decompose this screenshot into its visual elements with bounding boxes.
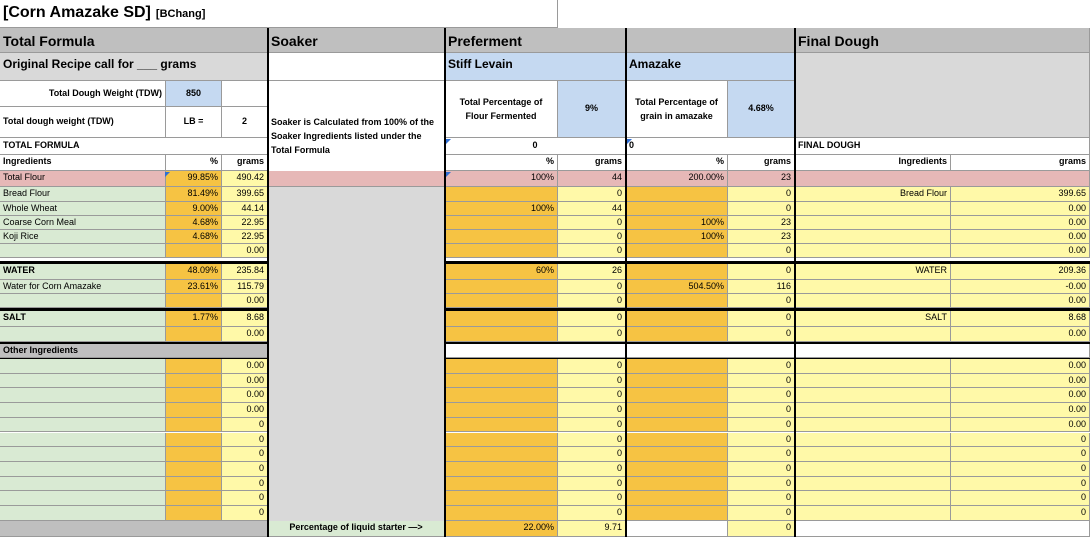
other-row-4-am-grams[interactable]: 0 — [728, 418, 795, 433]
thick-border — [625, 28, 627, 537]
flour-row-0-grams[interactable]: 399.65 — [222, 187, 268, 202]
other-row-8-grams[interactable]: 0 — [222, 477, 268, 492]
am-flour-pct[interactable]: 200.00% — [626, 171, 728, 187]
flour-row-0-am-pct[interactable] — [626, 187, 728, 202]
other-row-0-name[interactable] — [0, 359, 166, 374]
comment-marker-icon — [446, 139, 451, 144]
flour-row-1-pct[interactable]: 9.00% — [166, 202, 222, 216]
section-soaker[interactable]: Soaker — [268, 28, 445, 53]
other-row-5-pct[interactable] — [166, 433, 222, 448]
flour-row-2-fd-grams[interactable]: 0.00 — [951, 216, 1090, 230]
salt-row-0-pref-pct[interactable] — [445, 311, 558, 327]
water-row-2-fd-name[interactable] — [795, 294, 951, 308]
flour-row-2-am-pct[interactable]: 100% — [626, 216, 728, 230]
other-row-8-am-grams[interactable]: 0 — [728, 477, 795, 492]
water-row-0-pref-grams[interactable]: 26 — [558, 264, 626, 280]
salt-row-1-pct[interactable] — [166, 327, 222, 342]
amazake-zero[interactable]: 0 — [626, 138, 795, 155]
flour-row-2-pct[interactable]: 4.68% — [166, 216, 222, 230]
liquid-starter-pct[interactable]: 22.00% — [445, 521, 558, 537]
other-row-3-fd-name[interactable] — [795, 403, 951, 418]
flour-row-1-fd-grams[interactable]: 0.00 — [951, 202, 1090, 216]
other-row-2-fd-grams[interactable]: 0.00 — [951, 388, 1090, 403]
other-row-4-fd-grams[interactable]: 0.00 — [951, 418, 1090, 433]
salt-row-0-fd-grams[interactable]: 8.68 — [951, 311, 1090, 327]
water-row-1-grams[interactable]: 115.79 — [222, 280, 268, 294]
water-row-0-pref-pct[interactable]: 60% — [445, 264, 558, 280]
preferment-pct-value[interactable]: 9% — [558, 81, 626, 138]
thick-border — [444, 28, 446, 537]
other-row-3-pct[interactable] — [166, 403, 222, 418]
liquid-starter-grams[interactable]: 9.71 — [558, 521, 626, 537]
soaker-note[interactable]: Soaker is Calculated from 100% of the Soaker Ingredients listed under the Total Formula — [268, 81, 445, 177]
tdw-value[interactable]: 850 — [166, 81, 222, 107]
other-row-9-am-grams[interactable]: 0 — [728, 491, 795, 506]
other-row-0-grams[interactable]: 0.00 — [222, 359, 268, 374]
water-row-1-fd-name[interactable] — [795, 280, 951, 294]
other-row-4-am-pct[interactable] — [626, 418, 728, 433]
other-row-3-grams[interactable]: 0.00 — [222, 403, 268, 418]
other-row-10-name[interactable] — [0, 506, 166, 521]
am-col-pct[interactable]: % — [626, 155, 728, 171]
other-row-2-am-pct[interactable] — [626, 388, 728, 403]
other-row-2-am-grams[interactable]: 0 — [728, 388, 795, 403]
water-row-1-am-pct[interactable]: 504.50% — [626, 280, 728, 294]
preferment-zero[interactable]: 0 — [445, 138, 626, 155]
other-row-8-fd-name[interactable] — [795, 477, 951, 492]
flour-row-0-name[interactable]: Bread Flour — [0, 187, 166, 202]
other-row-7-pref-pct[interactable] — [445, 462, 558, 477]
other-row-6-fd-grams[interactable]: 0 — [951, 447, 1090, 462]
other-row-4-pct[interactable] — [166, 418, 222, 433]
other-row-2-pref-grams[interactable]: 0 — [558, 388, 626, 403]
pref-col-grams[interactable]: grams — [558, 155, 626, 171]
thick-border — [794, 28, 796, 537]
other-row-8-fd-grams[interactable]: 0 — [951, 477, 1090, 492]
total-flour-label[interactable]: Total Flour — [0, 171, 166, 187]
other-row-7-am-grams[interactable]: 0 — [728, 462, 795, 477]
other-ingredients-label[interactable]: Other Ingredients — [0, 344, 268, 358]
salt-row-0-name[interactable]: SALT — [0, 311, 166, 327]
water-row-1-pct[interactable]: 23.61% — [166, 280, 222, 294]
other-row-9-fd-name[interactable] — [795, 491, 951, 506]
water-row-0-fd-grams[interactable]: 209.36 — [951, 264, 1090, 280]
flour-row-1-name[interactable]: Whole Wheat — [0, 202, 166, 216]
other-row-10-am-grams[interactable]: 0 — [728, 506, 795, 521]
salt-row-0-am-pct[interactable] — [626, 311, 728, 327]
other-row-9-pref-grams[interactable]: 0 — [558, 491, 626, 506]
flour-row-4-fd-grams[interactable]: 0.00 — [951, 244, 1090, 258]
flour-row-0-pref-pct[interactable] — [445, 187, 558, 202]
other-row-8-pref-pct[interactable] — [445, 477, 558, 492]
other-row-9-pct[interactable] — [166, 491, 222, 506]
other-row-6-am-pct[interactable] — [626, 447, 728, 462]
other-row-10-am-pct[interactable] — [626, 506, 728, 521]
other-row-6-pref-pct[interactable] — [445, 447, 558, 462]
salt-row-1-pref-pct[interactable] — [445, 327, 558, 342]
fd-col-grams[interactable]: grams — [951, 155, 1090, 171]
comment-marker-icon — [165, 172, 170, 177]
other-row-8-am-pct[interactable] — [626, 477, 728, 492]
soaker-flour-blank[interactable] — [268, 171, 445, 187]
total-flour-pct[interactable]: 99.85% — [166, 171, 222, 187]
other-row-10-pref-grams[interactable]: 0 — [558, 506, 626, 521]
water-row-0-am-grams[interactable]: 0 — [728, 264, 795, 280]
other-row-1-fd-name[interactable] — [795, 374, 951, 389]
other-row-1-name[interactable] — [0, 374, 166, 389]
salt-row-0-am-grams[interactable]: 0 — [728, 311, 795, 327]
flour-row-2-fd-name[interactable] — [795, 216, 951, 230]
other-row-9-name[interactable] — [0, 491, 166, 506]
other-row-9-grams[interactable]: 0 — [222, 491, 268, 506]
other-row-6-am-grams[interactable]: 0 — [728, 447, 795, 462]
water-row-0-fd-name[interactable]: WATER — [795, 264, 951, 280]
other-row-3-pref-grams[interactable]: 0 — [558, 403, 626, 418]
salt-row-0-grams[interactable]: 8.68 — [222, 311, 268, 327]
flour-row-1-fd-name[interactable] — [795, 202, 951, 216]
liquid-starter-label[interactable]: Percentage of liquid starter —> — [268, 521, 445, 537]
sheet-title-cell[interactable] — [0, 0, 558, 28]
tdw-label[interactable]: Total Dough Weight (TDW) — [0, 81, 166, 107]
other-row-0-am-pct[interactable] — [626, 359, 728, 374]
other-row-10-fd-name[interactable] — [795, 506, 951, 521]
water-row-0-am-pct[interactable] — [626, 264, 728, 280]
other-row-7-am-pct[interactable] — [626, 462, 728, 477]
water-row-2-fd-grams[interactable]: 0.00 — [951, 294, 1090, 308]
other-row-0-pref-grams[interactable]: 0 — [558, 359, 626, 374]
col-grams[interactable]: grams — [222, 155, 268, 171]
salt-row-0-pct[interactable]: 1.77% — [166, 311, 222, 327]
other-row-8-pct[interactable] — [166, 477, 222, 492]
other-row-5-pref-grams[interactable]: 0 — [558, 433, 626, 448]
soaker-blank[interactable] — [268, 53, 445, 81]
flour-row-4-name[interactable] — [0, 244, 166, 258]
other-row-7-fd-name[interactable] — [795, 462, 951, 477]
other-row-4-pref-grams[interactable]: 0 — [558, 418, 626, 433]
flour-row-1-am-pct[interactable] — [626, 202, 728, 216]
water-row-2-am-grams[interactable]: 0 — [728, 294, 795, 308]
other-row-5-name[interactable] — [0, 433, 166, 448]
water-row-1-am-grams[interactable]: 116 — [728, 280, 795, 294]
other-row-10-grams[interactable]: 0 — [222, 506, 268, 521]
am-col-grams[interactable]: grams — [728, 155, 795, 171]
pref-col-pct[interactable]: % — [445, 155, 558, 171]
tdw-lb-value[interactable]: 2 — [222, 107, 268, 138]
sheet-title: [Corn Amazake SD] — [3, 4, 151, 21]
salt-row-1-am-grams[interactable]: 0 — [728, 327, 795, 342]
salt-row-1-am-pct[interactable] — [626, 327, 728, 342]
footer-am-grams[interactable]: 0 — [728, 521, 795, 537]
flour-row-4-fd-name[interactable] — [795, 244, 951, 258]
other-row-5-fd-name[interactable] — [795, 433, 951, 448]
water-row-0-grams[interactable]: 235.84 — [222, 264, 268, 280]
preferment-pct-label[interactable]: Total Percentage of Flour Fermented — [445, 81, 558, 138]
tdw-lb-unit[interactable]: LB = — [166, 107, 222, 138]
footer-blank[interactable] — [0, 521, 268, 537]
salt-row-1-grams[interactable]: 0.00 — [222, 327, 268, 342]
other-row-4-pref-pct[interactable] — [445, 418, 558, 433]
other-row-2-pref-pct[interactable] — [445, 388, 558, 403]
other-row-6-name[interactable] — [0, 447, 166, 462]
other-row-0-am-grams[interactable]: 0 — [728, 359, 795, 374]
flour-row-3-am-pct[interactable]: 100% — [626, 230, 728, 244]
other-row-8-pref-grams[interactable]: 0 — [558, 477, 626, 492]
other-row-8-name[interactable] — [0, 477, 166, 492]
salt-row-1-pref-grams[interactable]: 0 — [558, 327, 626, 342]
stiff-levain-label[interactable]: Stiff Levain — [445, 53, 626, 81]
water-row-0-name[interactable]: WATER — [0, 264, 166, 280]
other-row-7-pref-grams[interactable]: 0 — [558, 462, 626, 477]
other-row-9-pref-pct[interactable] — [445, 491, 558, 506]
water-row-0-pct[interactable]: 48.09% — [166, 264, 222, 280]
other-row-9-am-pct[interactable] — [626, 491, 728, 506]
flour-row-3-pref-grams[interactable]: 0 — [558, 230, 626, 244]
am-flour-grams[interactable]: 23 — [728, 171, 795, 187]
flour-row-0-am-grams[interactable]: 0 — [728, 187, 795, 202]
flour-row-3-fd-name[interactable] — [795, 230, 951, 244]
salt-row-0-pref-grams[interactable]: 0 — [558, 311, 626, 327]
salt-row-1-fd-name[interactable] — [795, 327, 951, 342]
salt-row-0-fd-name[interactable]: SALT — [795, 311, 951, 327]
other-row-4-grams[interactable]: 0 — [222, 418, 268, 433]
other-row-5-am-pct[interactable] — [626, 433, 728, 448]
flour-row-1-pref-grams[interactable]: 44 — [558, 202, 626, 216]
water-row-2-pct[interactable] — [166, 294, 222, 308]
comment-marker-icon — [627, 139, 632, 144]
pref-flour-grams[interactable]: 44 — [558, 171, 626, 187]
water-row-2-name[interactable] — [0, 294, 166, 308]
other-row-5-fd-grams[interactable]: 0 — [951, 433, 1090, 448]
flour-row-0-fd-grams[interactable]: 399.65 — [951, 187, 1090, 202]
other-row-9-fd-grams[interactable]: 0 — [951, 491, 1090, 506]
total-formula-label[interactable]: TOTAL FORMULA — [0, 138, 268, 155]
other-row-1-pct[interactable] — [166, 374, 222, 389]
other-row-7-pct[interactable] — [166, 462, 222, 477]
other-row-5-pref-pct[interactable] — [445, 433, 558, 448]
total-flour-grams[interactable]: 490.42 — [222, 171, 268, 187]
other-row-1-grams[interactable]: 0.00 — [222, 374, 268, 389]
recipe-note[interactable]: Original Recipe call for ___ grams — [0, 53, 268, 81]
flour-row-3-am-grams[interactable]: 23 — [728, 230, 795, 244]
flour-row-3-pref-pct[interactable] — [445, 230, 558, 244]
flour-row-0-pct[interactable]: 81.49% — [166, 187, 222, 202]
flour-row-4-pref-pct[interactable] — [445, 244, 558, 258]
flour-row-2-pref-pct[interactable] — [445, 216, 558, 230]
other-row-0-pref-pct[interactable] — [445, 359, 558, 374]
flour-row-1-am-grams[interactable]: 0 — [728, 202, 795, 216]
flour-row-3-pct[interactable]: 4.68% — [166, 230, 222, 244]
salt-row-1-name[interactable] — [0, 327, 166, 342]
final-dough-blank[interactable] — [795, 53, 1090, 138]
flour-row-1-grams[interactable]: 44.14 — [222, 202, 268, 216]
flour-row-0-pref-grams[interactable]: 0 — [558, 187, 626, 202]
salt-row-1-fd-grams[interactable]: 0.00 — [951, 327, 1090, 342]
other-row-3-am-grams[interactable]: 0 — [728, 403, 795, 418]
section-preferment[interactable]: Preferment — [445, 28, 626, 53]
footer-fd[interactable] — [795, 521, 1090, 537]
other-row-6-fd-name[interactable] — [795, 447, 951, 462]
soaker-column — [268, 187, 445, 522]
flour-row-1-pref-pct[interactable]: 100% — [445, 202, 558, 216]
water-row-2-am-pct[interactable] — [626, 294, 728, 308]
other-row-6-grams[interactable]: 0 — [222, 447, 268, 462]
pref-flour-pct[interactable]: 100% — [445, 171, 558, 187]
other-row-5-grams[interactable]: 0 — [222, 433, 268, 448]
tdw-lb-label[interactable]: Total dough weight (TDW) — [0, 107, 166, 138]
water-row-2-pref-pct[interactable] — [445, 294, 558, 308]
flour-row-2-name[interactable]: Coarse Corn Meal — [0, 216, 166, 230]
other-row-6-pref-grams[interactable]: 0 — [558, 447, 626, 462]
flour-row-2-pref-grams[interactable]: 0 — [558, 216, 626, 230]
other-blank[interactable] — [445, 344, 1090, 358]
footer-am-pct[interactable] — [626, 521, 728, 537]
flour-row-0-fd-name[interactable]: Bread Flour — [795, 187, 951, 202]
flour-row-2-grams[interactable]: 22.95 — [222, 216, 268, 230]
other-row-0-fd-grams[interactable]: 0.00 — [951, 359, 1090, 374]
water-row-2-pref-grams[interactable]: 0 — [558, 294, 626, 308]
flour-row-3-fd-grams[interactable]: 0.00 — [951, 230, 1090, 244]
water-row-1-pref-grams[interactable]: 0 — [558, 280, 626, 294]
section-blank[interactable] — [626, 28, 795, 53]
other-row-2-pct[interactable] — [166, 388, 222, 403]
section-final-dough[interactable]: Final Dough — [795, 28, 1090, 53]
flour-row-4-pct[interactable] — [166, 244, 222, 258]
flour-row-4-pref-grams[interactable]: 0 — [558, 244, 626, 258]
other-row-7-fd-grams[interactable]: 0 — [951, 462, 1090, 477]
other-row-10-pct[interactable] — [166, 506, 222, 521]
other-row-3-fd-grams[interactable]: 0.00 — [951, 403, 1090, 418]
amazake-pct-label[interactable]: Total Percentage of grain in amazake — [626, 81, 728, 138]
sheet-author: [BChang] — [155, 8, 206, 20]
col-ingredients[interactable]: Ingredients — [0, 155, 166, 171]
other-row-1-fd-grams[interactable]: 0.00 — [951, 374, 1090, 389]
other-row-4-name[interactable] — [0, 418, 166, 433]
tdw-blank[interactable] — [222, 81, 268, 107]
water-row-1-name[interactable]: Water for Corn Amazake — [0, 280, 166, 294]
water-row-1-fd-grams[interactable]: -0.00 — [951, 280, 1090, 294]
col-pct[interactable]: % — [166, 155, 222, 171]
other-row-3-am-pct[interactable] — [626, 403, 728, 418]
amazake-pct-value[interactable]: 4.68% — [728, 81, 795, 138]
thick-border — [267, 28, 269, 537]
other-row-2-fd-name[interactable] — [795, 388, 951, 403]
flour-row-3-grams[interactable]: 22.95 — [222, 230, 268, 244]
other-row-7-grams[interactable]: 0 — [222, 462, 268, 477]
other-row-6-pct[interactable] — [166, 447, 222, 462]
other-row-3-name[interactable] — [0, 403, 166, 418]
flour-row-4-grams[interactable]: 0.00 — [222, 244, 268, 258]
fd-flour-blank[interactable] — [795, 171, 1090, 187]
other-row-4-fd-name[interactable] — [795, 418, 951, 433]
fd-col-ingredients[interactable]: Ingredients — [795, 155, 951, 171]
flour-row-4-am-grams[interactable]: 0 — [728, 244, 795, 258]
final-dough-label[interactable]: FINAL DOUGH — [795, 138, 1090, 155]
water-row-1-pref-pct[interactable] — [445, 280, 558, 294]
water-row-2-grams[interactable]: 0.00 — [222, 294, 268, 308]
other-row-7-name[interactable] — [0, 462, 166, 477]
other-row-1-pref-grams[interactable]: 0 — [558, 374, 626, 389]
amazake-label[interactable]: Amazake — [626, 53, 795, 81]
other-row-10-fd-grams[interactable]: 0 — [951, 506, 1090, 521]
flour-row-3-name[interactable]: Koji Rice — [0, 230, 166, 244]
comment-marker-icon — [446, 172, 451, 177]
other-row-1-am-grams[interactable]: 0 — [728, 374, 795, 389]
other-row-0-pct[interactable] — [166, 359, 222, 374]
flour-row-4-am-pct[interactable] — [626, 244, 728, 258]
other-row-2-name[interactable] — [0, 388, 166, 403]
other-row-10-pref-pct[interactable] — [445, 506, 558, 521]
other-row-1-am-pct[interactable] — [626, 374, 728, 389]
other-row-3-pref-pct[interactable] — [445, 403, 558, 418]
other-row-0-fd-name[interactable] — [795, 359, 951, 374]
section-total-formula[interactable]: Total Formula — [0, 28, 268, 53]
flour-row-2-am-grams[interactable]: 23 — [728, 216, 795, 230]
other-row-5-am-grams[interactable]: 0 — [728, 433, 795, 448]
other-row-2-grams[interactable]: 0.00 — [222, 388, 268, 403]
other-row-1-pref-pct[interactable] — [445, 374, 558, 389]
